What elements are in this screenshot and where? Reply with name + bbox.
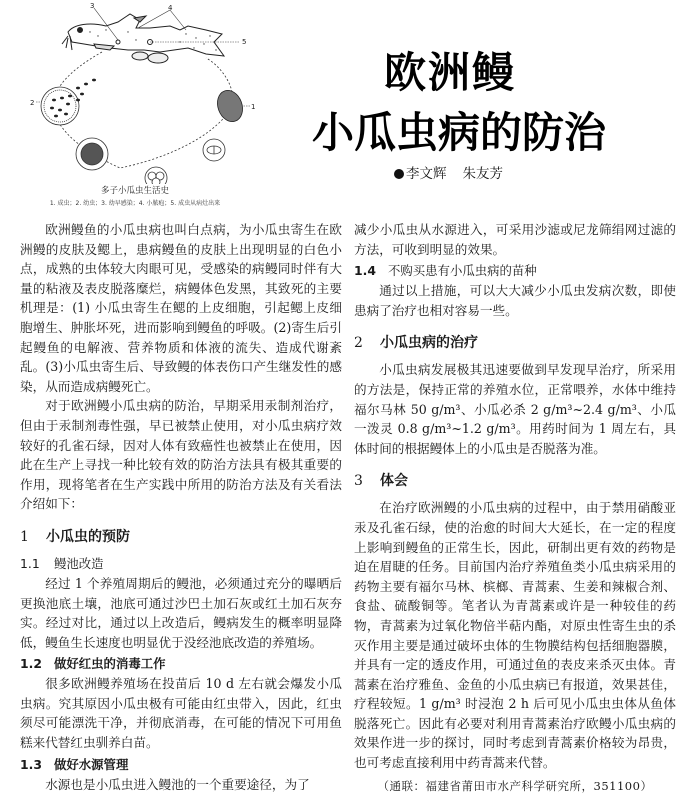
author-affiliation: （通联：福建省莆田市水产科学研究所，351100） xyxy=(377,778,653,793)
section-title: 小瓜虫的预防 xyxy=(46,528,130,545)
bullet-icon xyxy=(394,169,404,179)
dividing-cyst-small xyxy=(145,167,167,184)
subsection-1-1-text: 经过 1 个养殖周期后的鳗池，必须通过充分的曝晒后更换池底土壤，池底可通过沙巴土加石灰或红土加石灰夯实。经过对比，通过以上改造后，鳗病发生的概率明显降低，鳗鱼生长速度也明显优于没经池底改造的养殖场。 xyxy=(20,575,342,650)
section-number: 3 xyxy=(354,473,363,490)
subsection-title: 做好水源管理 xyxy=(54,756,129,772)
subsection-1-1-heading xyxy=(20,554,342,574)
dividing-cyst-two xyxy=(203,139,225,161)
section-2-heading xyxy=(354,332,676,354)
subsection-1-4-text: 通过以上措施，可以大大减少小瓜虫发病次数，即使患病了治疗也相对容易一些。 xyxy=(354,283,676,318)
author-1: 李文辉 xyxy=(406,166,447,182)
figure-legend: 1. 成虫；2. 幼虫；3. 幼早感染；4. 小脓疱；5. 成虫从病灶出来 xyxy=(49,200,221,207)
fish-illustration xyxy=(62,14,224,63)
figure-title: 多子小瓜虫生活史 xyxy=(100,186,169,196)
life-cycle-diagram xyxy=(10,0,260,184)
intro-paragraph-1: 欧洲鳗鱼的小瓜虫病也叫白点病，为小瓜虫寄生在欧洲鳗的皮肤及鳃上，患病鳗鱼的皮肤上出现明显的白色小点，成熟的虫体较大肉眼可见，受感染的病鳗同时伴有大量的粘液及表皮脱落糜烂，病鳗体色发黑，其致死的主要机理是：(1) 小瓜虫寄生在鳃的上皮细胞，引起鳃上皮细胞增生、肿胀坏死，进而影响到鳗鱼的呼吸。(2)寄生后引起鳗鱼的电解液、营养物质和体液的流失、造成代谢紊乱。(3)小瓜虫寄生后、导致鳗的体表伤口产生继发性的感染，从而造成病鳗死亡。 xyxy=(20,222,342,394)
figure-label-1: 1 xyxy=(251,103,256,111)
section-1-heading xyxy=(20,526,342,548)
section-title: 体会 xyxy=(380,473,408,490)
subsection-title: 鳗池改造 xyxy=(54,555,104,571)
intro-paragraph-2: 对于欧洲鳗小瓜虫病的防治，早期采用汞制剂治疗，但由于汞制剂毒性强，早已被禁止使用，对小瓜虫病疗效较好的孔雀石绿，因对人体有致癌性也被禁止在使用，因此在生产上寻找一种比较有效的防治方法具有极其重要的作用，现将笔者在生产实践中所用的防治方法及有关看法介绍如下： xyxy=(20,398,342,512)
subsection-1-3-text-cont: 减少小瓜虫从水源进入，可采用沙滤或尼龙筛绢网过滤的方法，可收到明显的效果。 xyxy=(354,222,676,257)
article-title-line2: 小瓜虫病的防治 xyxy=(312,108,607,157)
section-2-text: 小瓜虫病发展极其迅速要做到早发现早治疗，所采用的方法是，保持正常的养殖水位，正常喂养，水体中维持福尔马林 50 g/m³、小瓜必杀 2 g/m³~2.4 g/m³、小瓜一泼灵 0.8 g/m³~1.2 g/m³。用药时间为 1 周左右，具体时间的根据鳗体上的小瓜虫是否脱落为准。 xyxy=(354,362,676,456)
section-title: 小瓜虫病的治疗 xyxy=(380,335,478,352)
subsection-number: 1.3 xyxy=(20,756,42,772)
subsection-number: 1.2 xyxy=(20,656,42,672)
dividing-cyst-large xyxy=(76,138,108,170)
article-title-line1: 欧洲鳗 xyxy=(384,48,517,97)
author-2: 朱友芳 xyxy=(462,166,503,182)
section-number: 1 xyxy=(20,528,29,545)
left-column xyxy=(20,220,342,794)
subsection-1-2-heading xyxy=(20,654,342,674)
figure-label-3: 3 xyxy=(90,2,95,10)
subsection-number: 1.1 xyxy=(20,555,40,571)
subsection-1-3-text-start: 水源也是小瓜虫进入鳗池的一个重要途径，为了 xyxy=(45,776,310,792)
figure-label-5: 5 xyxy=(242,38,247,46)
figure-label-4: 4 xyxy=(168,4,173,12)
figure-label-2: 2 xyxy=(30,99,35,107)
section-3-text: 在治疗欧洲鳗的小瓜虫病的过程中，由于禁用硝酸亚汞及孔雀石绿，使的治愈的时间大大延长，在一定的程度上影响到鳗鱼的正常生长，因此，研制出更有效的药物是迫在眉睫的任务。目前国内治疗养殖鱼类小瓜虫病采用的药物主要有福尔马林、槟榔、青蒿素、生姜和辣椒合剂、食盐、硫酸铜等。笔者认为青蒿素或许是一种较佳的药物，青蒿素为过氧化物倍半萜内酯，对原虫性寄生虫的杀灭作用主要是通过破坏虫体的生物膜结构包括细胞器膜，并具有一定的透皮作用，可通过鱼的表皮来杀灭虫体。青蒿素在治疗雅鱼、金鱼的小瓜虫病已有报道，效果甚佳，疗程较短。1 g/m³ 时浸泡 2 h 后可见小瓜虫虫体从鱼体脱落死亡。因此有必要对利用青蒿素治疗欧鳗小瓜虫病的效果作进一步的探讨，同时考虑到青蒿素价格较为昂贵，也可考虑直接利用中药青蒿来代替。 xyxy=(354,500,676,771)
subsection-1-3-heading xyxy=(20,755,342,775)
section-3-heading xyxy=(354,470,676,492)
right-column xyxy=(354,220,676,796)
adult-trophont xyxy=(213,87,246,125)
subsection-number: 1.4 xyxy=(354,263,376,279)
section-number: 2 xyxy=(354,335,363,352)
subsection-1-2-text: 很多欧洲鳗养殖场在投苗后 10 d 左右就会爆发小瓜虫病。究其原因小瓜虫极有可能由红虫带入，因此，红虫须尽可能漂洗干净，并彻底消毒，在可能的情况下可用鱼糕来代替红虫驯养白苗。 xyxy=(20,676,342,751)
subsection-1-4-heading xyxy=(354,261,676,281)
subsection-title: 不购买患有小瓜虫病的苗种 xyxy=(388,263,537,279)
subsection-title: 做好红虫的消毒工作 xyxy=(54,656,166,672)
authors xyxy=(394,162,503,182)
larvae-cyst xyxy=(41,87,79,125)
life-cycle-figure xyxy=(10,0,260,214)
